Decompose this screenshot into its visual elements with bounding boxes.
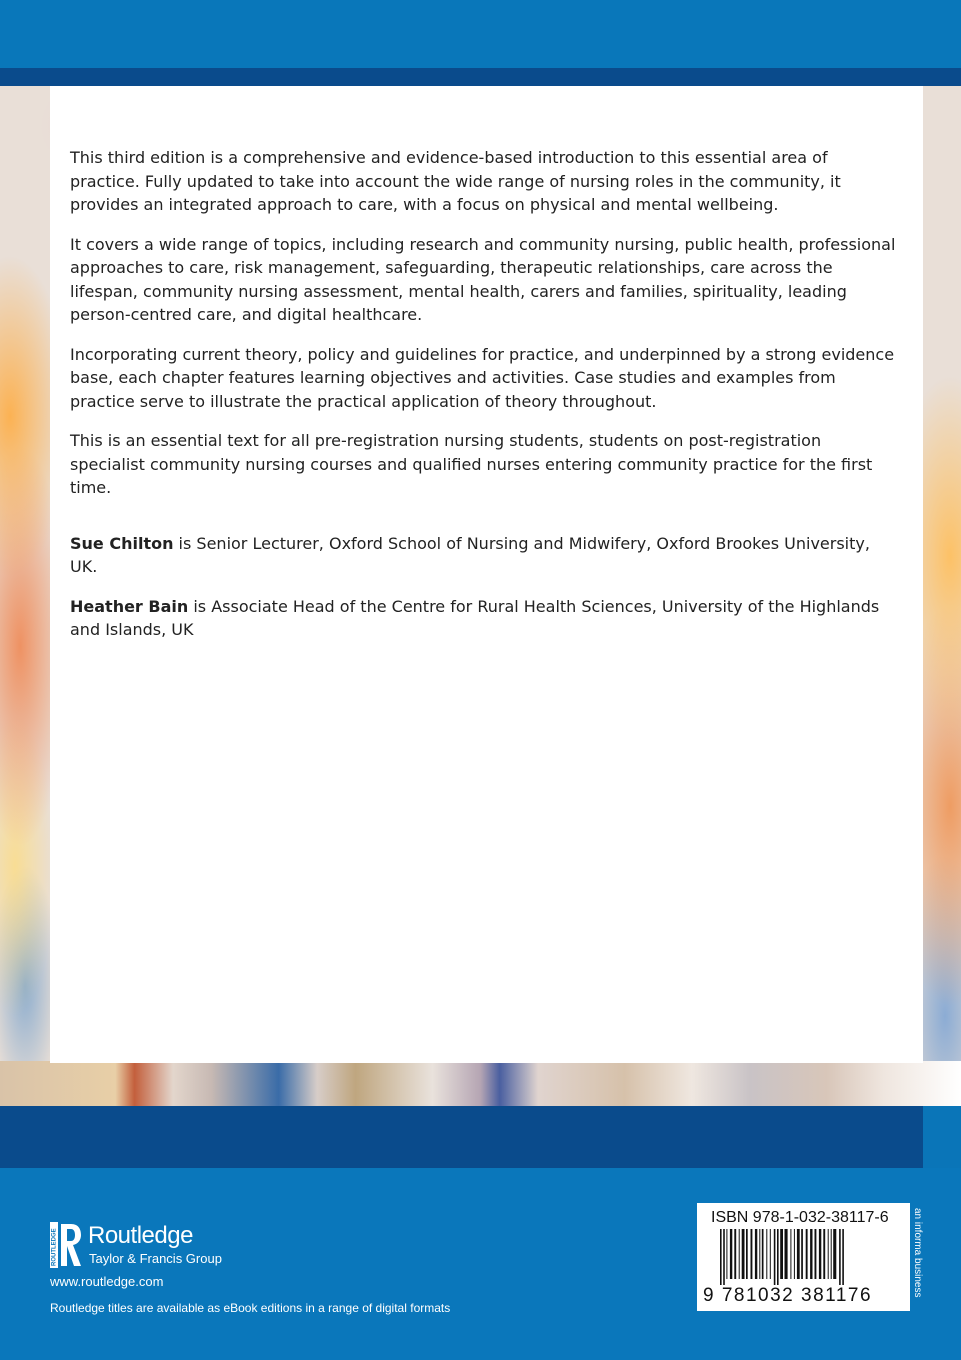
routledge-logo-icon	[50, 1222, 82, 1268]
barcode-bar	[806, 1229, 808, 1279]
description-paragraph-2: It covers a wide range of topics, including research and community nursing, public health, professional approaches to care, risk management, safeguarding, therapeutic relationships, care across the lifespan, community nursing assessment, mental health, carers and families, spirituality, leading person-centred care, and digital healthcare.	[70, 234, 896, 324]
author-bio-text: is Senior Lecturer, Oxford School of Nursing and Midwifery, Oxford Brookes University, UK.	[70, 533, 870, 576]
barcode-bar	[755, 1229, 757, 1279]
author-name: Heather Bain	[70, 596, 189, 616]
publisher-name: Routledge	[88, 1222, 193, 1249]
barcode-bar	[839, 1229, 841, 1285]
author-bio-2	[70, 595, 900, 642]
barcode-bar	[790, 1229, 791, 1279]
barcode-bar	[833, 1229, 836, 1279]
barcode-bar	[723, 1229, 725, 1285]
barcode-bar	[726, 1229, 727, 1279]
barcode-bar	[794, 1229, 795, 1279]
barcode-bar	[774, 1229, 776, 1285]
barcode-bar	[734, 1229, 736, 1279]
barcode-bar	[831, 1229, 832, 1279]
logo-vertical-text: ROUTLEDGE	[51, 1228, 58, 1266]
barcode-bar	[766, 1229, 767, 1279]
barcode-bar	[751, 1229, 753, 1279]
informa-tagline	[912, 1208, 926, 1308]
barcode-bar	[815, 1229, 817, 1279]
back-cover-text	[70, 146, 900, 658]
author-name: Sue Chilton	[70, 533, 174, 553]
barcode-bar	[742, 1229, 745, 1279]
isbn-label: ISBN 978-1-032-38117-6	[711, 1209, 889, 1226]
barcode-bar	[785, 1229, 788, 1279]
barcode-bar	[797, 1229, 800, 1279]
publisher-url[interactable]: www.routledge.com	[50, 1274, 164, 1289]
bottom-dark-stripe	[0, 1106, 923, 1168]
barcode-bar	[739, 1229, 740, 1279]
barcode-bar	[777, 1229, 779, 1285]
top-dark-stripe	[0, 68, 961, 86]
informa-tagline-text: an informa business	[912, 1208, 923, 1298]
barcode-bar	[828, 1229, 829, 1279]
barcode-bar	[730, 1229, 732, 1279]
author-bio-1	[70, 532, 900, 579]
description-paragraph-1: This third edition is a comprehensive and evidence-based introduction to this essential area of practice. Fully updated to take into account the wide range of nursing roles in the community, it provides an integrated approach to care, with a focus on physical and mental wellbeing.	[70, 148, 841, 214]
barcode-bar	[819, 1229, 821, 1279]
author-bio-text: is Associate Head of the Centre for Rural Health Sciences, University of the Highlands and Islands, UK	[70, 596, 880, 639]
barcode-icon	[718, 1229, 890, 1285]
barcode-bar	[759, 1229, 760, 1279]
barcode-bar	[823, 1229, 825, 1279]
barcode-bar	[780, 1229, 783, 1279]
ebook-note: Routledge titles are available as eBook editions in a range of digital formats	[50, 1301, 451, 1315]
barcode-bar	[810, 1229, 812, 1279]
barcode-bar	[720, 1229, 722, 1285]
photo-bottom-strip	[0, 1061, 961, 1106]
barcode-bar	[770, 1229, 771, 1279]
barcode-bar	[746, 1229, 748, 1279]
barcode-bar	[801, 1229, 803, 1279]
description-paragraph-4: This is an essential text for all pre-registration nursing students, students on post-registration specialist community nursing courses and qualified nurses entering community practice for the first time.	[70, 431, 873, 497]
description-paragraph-3: Incorporating current theory, policy and guidelines for practice, and underpinned by a strong evidence base, each chapter features learning objectives and activities. Case studies and examples from practice serve to illustrate the practical application of theory throughout.	[70, 344, 895, 411]
barcode-digits: 9 781032 381176	[703, 1285, 873, 1306]
publisher-group: Taylor & Francis Group	[89, 1251, 222, 1266]
barcode-bar	[842, 1229, 844, 1285]
barcode-bar	[762, 1229, 764, 1279]
top-blue-band	[0, 0, 961, 68]
